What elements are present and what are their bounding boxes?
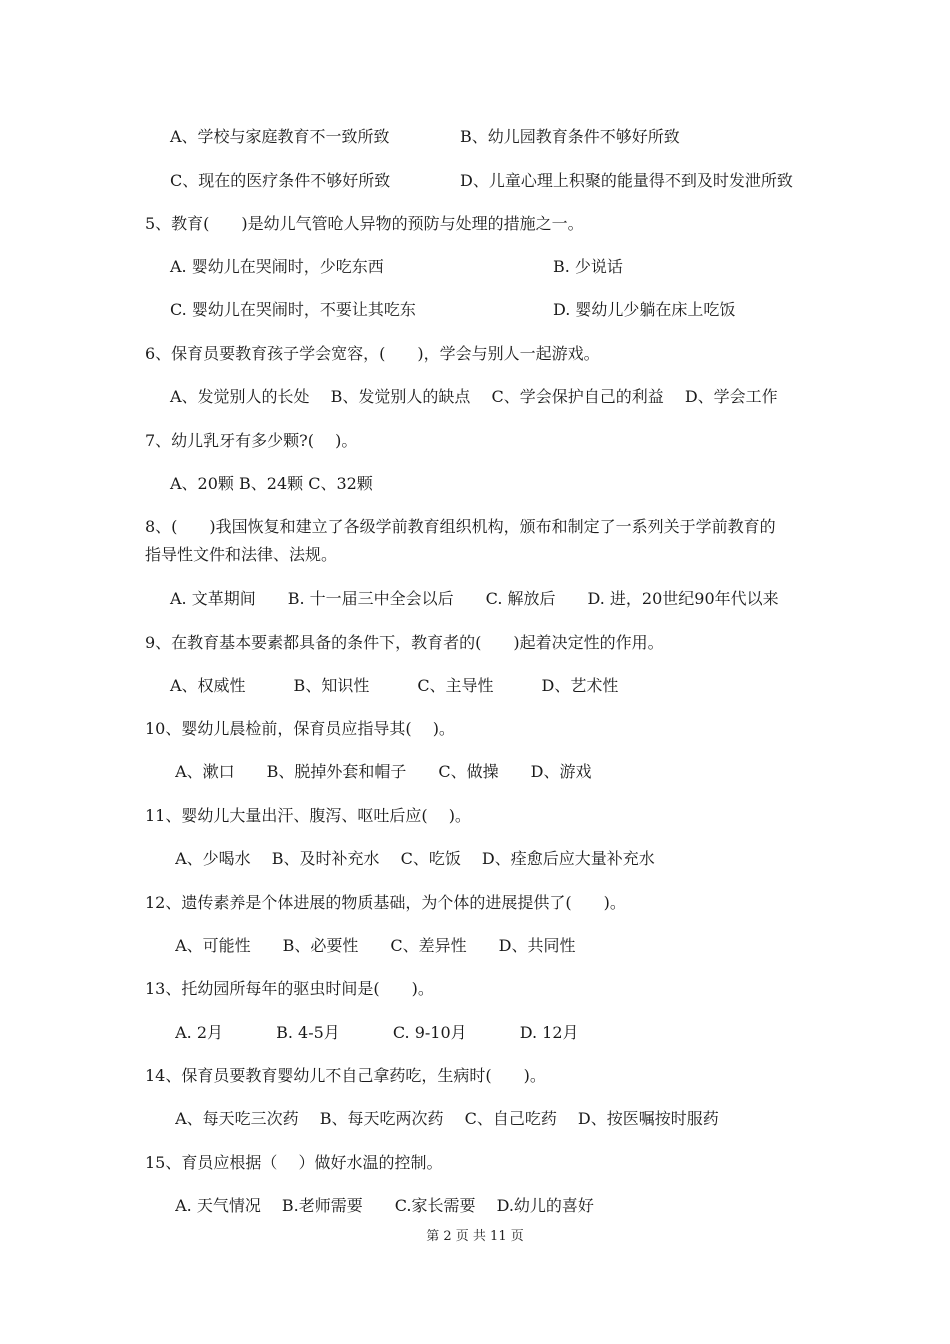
option-line: A. 文革期间 B. 十一届三中全会以后 C. 解放后 D. 进，20世纪90年代以来 <box>170 589 779 608</box>
option-line: C、现在的医疗条件不够好所致 <box>170 171 391 190</box>
option-line-right: B. 少说话 <box>553 257 623 276</box>
option-line: A、漱口 B、脱掉外套和帽子 C、做操 D、游戏 <box>170 762 592 781</box>
option-line: A. 婴幼儿在哭闹时，少吃东西 <box>170 257 384 276</box>
question-text: 10、婴幼儿晨检前，保育员应指导其( )。 <box>145 719 455 738</box>
option-line-right: D、儿童心理上积聚的能量得不到及时发泄所致 <box>460 171 793 190</box>
question-text: 11、婴幼儿大量出汗、腹泻、呕吐后应( )。 <box>145 806 471 825</box>
option-line-right: D. 婴幼儿少躺在床上吃饭 <box>553 300 736 319</box>
question-text: 指导性文件和法律、法规。 <box>145 545 338 564</box>
question-text: 8、( )我国恢复和建立了各级学前教育组织机构，颁布和制定了一系列关于学前教育的 <box>145 517 776 536</box>
option-line-right: B、幼儿园教育条件不够好所致 <box>460 127 680 146</box>
option-line: A、可能性 B、必要性 C、差异性 D、共同性 <box>170 936 576 955</box>
question-text: 14、保育员要教育婴幼儿不自己拿药吃，生病时( )。 <box>145 1066 546 1085</box>
question-text: 5、教育( )是幼儿气管呛人异物的预防与处理的措施之一。 <box>145 214 584 233</box>
question-text: 7、幼儿乳牙有多少颗?( )。 <box>145 431 358 450</box>
question-text: 12、遗传素养是个体进展的物质基础，为个体的进展提供了( )。 <box>145 893 626 912</box>
option-line: A、每天吃三次药 B、每天吃两次药 C、自己吃药 D、按医嘱按时服药 <box>170 1109 719 1128</box>
option-line: A、少喝水 B、及时补充水 C、吃饭 D、痊愈后应大量补充水 <box>170 849 655 868</box>
option-line: C. 婴幼儿在哭闹时，不要让其吃东 <box>170 300 416 319</box>
page-footer: 第 2 页 共 11 页 <box>426 1229 524 1244</box>
option-line: A. 2月 B. 4-5月 C. 9-10月 D. 12月 <box>170 1023 579 1042</box>
option-line: A、发觉别人的长处 B、发觉别人的缺点 C、学会保护自己的利益 D、学会工作 <box>170 387 778 406</box>
question-text: 9、在教育基本要素都具备的条件下，教育者的( )起着决定性的作用。 <box>145 633 664 652</box>
question-text: 13、托幼园所每年的驱虫时间是( )。 <box>145 979 434 998</box>
option-line: A. 天气情况 B.老师需要 C.家长需要 D.幼儿的喜好 <box>170 1196 594 1215</box>
option-line: A、20颗 B、24颗 C、32颗 <box>170 474 373 493</box>
option-line: A、权威性 B、知识性 C、主导性 D、艺术性 <box>170 676 619 695</box>
question-text: 6、保育员要教育孩子学会宽容，( )，学会与别人一起游戏。 <box>145 344 600 363</box>
option-line: A、学校与家庭教育不一致所致 <box>170 127 390 146</box>
question-text: 15、育员应根据（ ）做好水温的控制。 <box>145 1153 443 1172</box>
